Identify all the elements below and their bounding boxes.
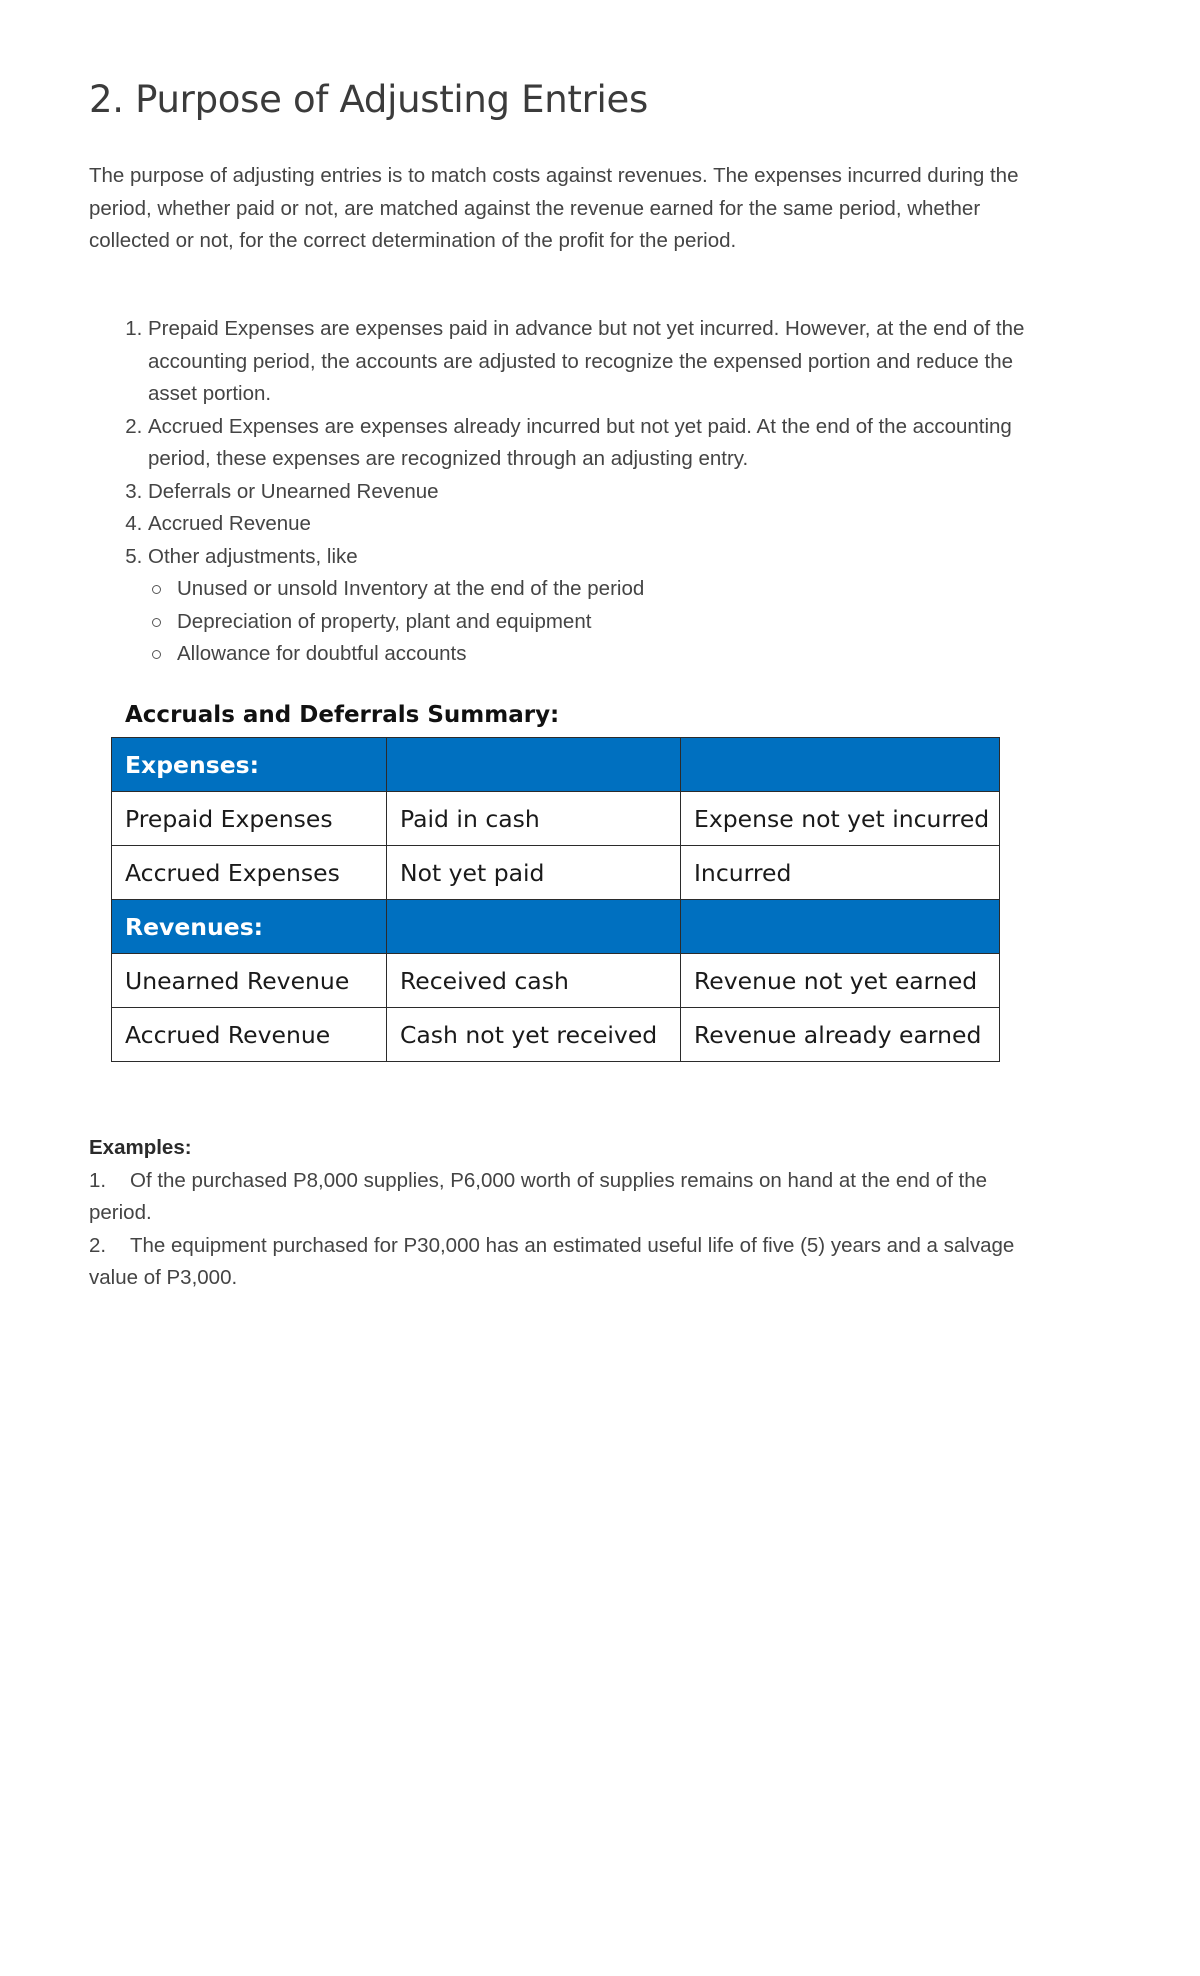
table-cell: Incurred: [681, 846, 1000, 900]
table-row: [112, 792, 1000, 846]
sub-item-allowance: [176, 638, 1028, 671]
table-cell: Prepaid Expenses: [112, 792, 387, 846]
list-item-accrued-revenue: 4. Accrued Revenue: [148, 508, 1028, 541]
sub-item-label: Depreciation of property, plant and equipment: [177, 609, 592, 633]
sub-item-label: Unused or unsold Inventory at the end of the period: [177, 577, 645, 600]
table-cell: Unearned Revenue: [112, 954, 387, 1008]
table-section-header-expenses: [112, 738, 1000, 792]
table-row: [112, 1008, 1000, 1062]
table-header-cell: Expenses:: [112, 738, 387, 792]
table-cell: Accrued Revenue: [112, 1008, 387, 1062]
example-item: [89, 1165, 1019, 1230]
section-title: 2. Purpose of Adjusting Entries: [89, 78, 648, 121]
sub-item-depreciation: [176, 606, 1028, 639]
table-cell: Received cash: [387, 954, 681, 1008]
list-item-accrued-expenses: 2. Accrued Expenses are expenses already incurred but not yet paid. At the end of the accounting period, these expenses are recognized through an adjusting entry.: [148, 411, 1028, 476]
list-item-other-adjustments: [148, 541, 1028, 671]
example-text: Of the purchased P8,000 supplies, P6,000 worth of supplies remains on hand at the end of the period.: [89, 1168, 988, 1224]
accruals-deferrals-summary-table: [111, 737, 1000, 1062]
adjusting-entry-types-list: [125, 313, 1028, 671]
table-cell: Revenue already earned: [681, 1008, 1000, 1062]
table-header-cell: [681, 900, 1000, 954]
sub-item-label: Allowance for doubtful accounts: [177, 642, 467, 665]
example-item: [89, 1230, 1019, 1295]
other-adjustments-sublist: [148, 573, 1028, 671]
examples-title: Examples:: [89, 1136, 192, 1159]
list-item-prepaid-expenses: 1. Prepaid Expenses are expenses paid in advance but not yet incurred. However, at the end of the accounting period, the accounts are adjusted to recognize the expensed portion and reduce the asset portion.: [148, 313, 1028, 411]
examples-section: [89, 1132, 1019, 1295]
table-cell: Paid in cash: [387, 792, 681, 846]
example-text: The equipment purchased for P30,000 has an estimated useful life of five (5) years and a salvage value of P3,000.: [89, 1233, 1015, 1289]
circle-bullet-icon: [152, 650, 161, 659]
example-number: 1.: [89, 1168, 107, 1192]
summary-table-caption: Accruals and Deferrals Summary:: [125, 702, 560, 728]
list-item-unearned-revenue: 3. Deferrals or Unearned Revenue: [148, 476, 1028, 509]
other-adjustments-label: Other adjustments, like: [148, 544, 358, 568]
table-cell: Expense not yet incurred: [681, 792, 1000, 846]
table-cell: Not yet paid: [387, 846, 681, 900]
table-row: [112, 846, 1000, 900]
circle-bullet-icon: [152, 618, 161, 627]
example-number: 2.: [89, 1233, 107, 1257]
table-header-cell: [387, 738, 681, 792]
table-cell: Revenue not yet earned: [681, 954, 1000, 1008]
intro-paragraph: The purpose of adjusting entries is to match costs against revenues. The expenses incurred during the period, whether paid or not, are matched against the revenue earned for the same period, whether collected or not, for the correct determination of the profit for the period.: [89, 164, 1019, 252]
table-header-cell: Revenues:: [112, 900, 387, 954]
sub-item-inventory: [176, 573, 1028, 606]
table-header-cell: [387, 900, 681, 954]
circle-bullet-icon: [152, 585, 161, 594]
table-cell: Cash not yet received: [387, 1008, 681, 1062]
table-row: [112, 954, 1000, 1008]
table-cell: Accrued Expenses: [112, 846, 387, 900]
table-section-header-revenues: [112, 900, 1000, 954]
table-header-cell: [681, 738, 1000, 792]
